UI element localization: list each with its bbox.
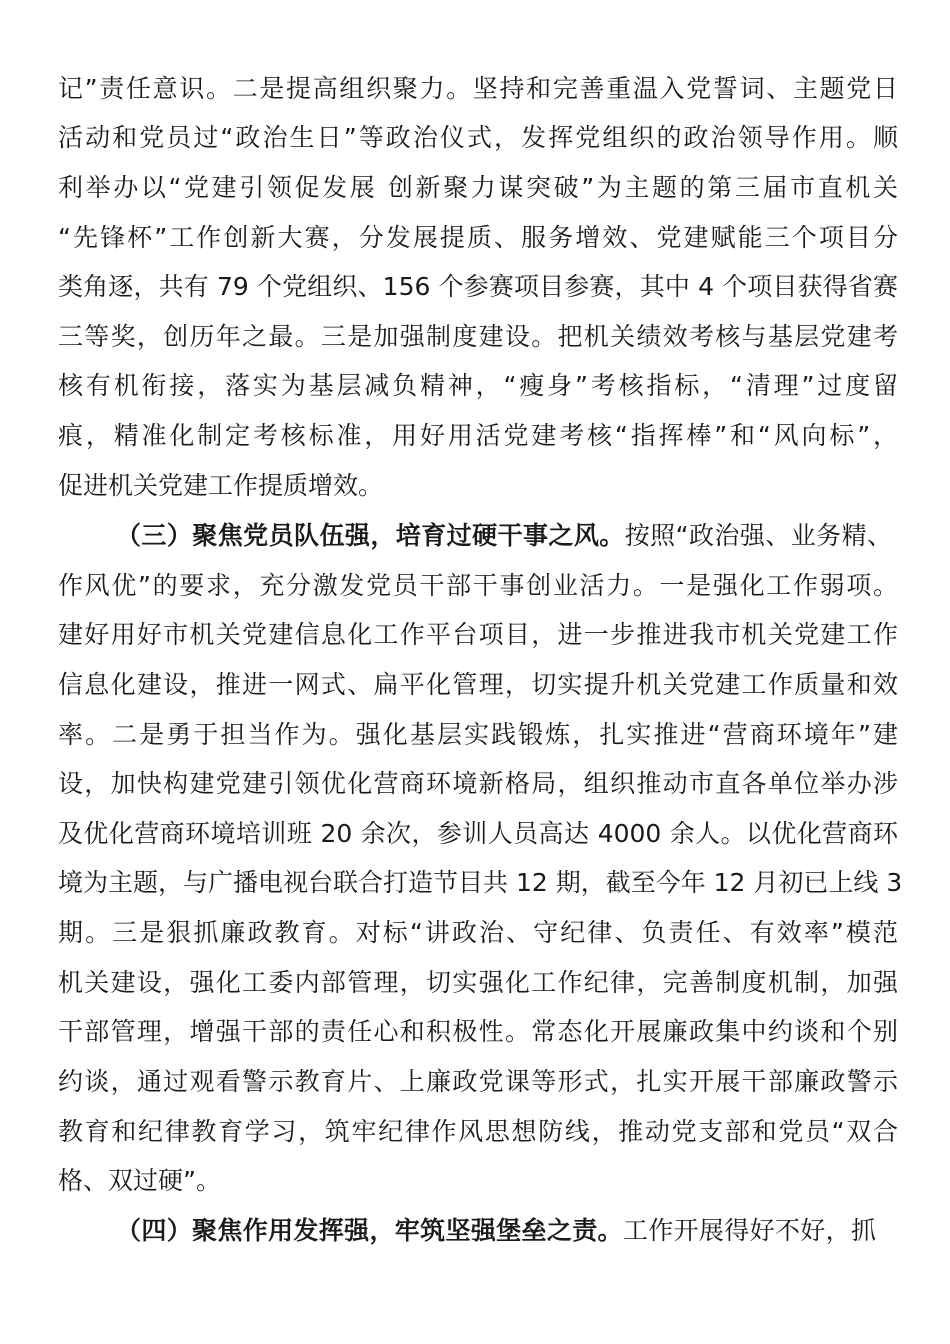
text-line: 教育和纪律教育学习，筑牢纪律作风思想防线，推动党支部和党员“双合	[58, 1117, 898, 1146]
text-line: 及优化营商环境培训班 20 余次，参训人员高达 4000 余人。以优化营商环	[58, 819, 898, 848]
text-line: 活动和党员过“政治生日”等政治仪式，发挥党组织的政治领导作用。顺	[58, 123, 898, 152]
text-line: 设，加快构建党建引领优化营商环境新格局，组织推动市直各单位举办涉	[58, 769, 898, 798]
section-heading-line	[116, 511, 892, 561]
text-line: 利举办以“党建引领促发展 创新聚力谋突破”为主题的第三届市直机关	[58, 173, 898, 202]
text-line: 信息化建设，推进一网式、扁平化管理，切实提升机关党建工作质量和效	[58, 670, 898, 699]
text-line: 痕，精准化制定考核标准，用好用活党建考核“指挥棒”和“风向标”，	[58, 421, 898, 450]
text-line: 机关建设，强化工委内部管理，切实强化工作纪律，完善制度机制，加强	[58, 968, 898, 997]
text-line: 三等奖，创历年之最。三是加强制度建设。把机关绩效考核与基层党建考	[58, 322, 898, 351]
text-line: 约谈，通过观看警示教育片、上廉政党课等形式，扎实开展干部廉政警示	[58, 1067, 898, 1096]
text-line: 干部管理，增强干部的责任心和积极性。常态化开展廉政集中约谈和个别	[58, 1017, 898, 1046]
text-line: 作风优”的要求，充分激发党员干部干事创业活力。一是强化工作弱项。	[58, 571, 898, 600]
text-line: 格、双过硬”。	[58, 1166, 221, 1195]
text-line: 核有机衔接，落实为基层减负精神，“瘦身”考核指标，“清理”过度留	[58, 371, 898, 400]
text-span: 按照“政治强、业务精、	[624, 521, 892, 550]
text-line: 建好用好市机关党建信息化工作平台项目，进一步推进我市机关党建工作	[58, 620, 898, 649]
text-line: 期。三是狠抓廉政教育。对标“讲政治、守纪律、负责任、有效率”模范	[58, 918, 898, 947]
text-line: 境为主题，与广播电视台联合打造节目共 12 期，截至今年 12 月初已上线 3	[58, 868, 903, 897]
section-heading-3: （三）聚焦党员队伍强，培育过硬干事之风。	[116, 521, 625, 550]
text-line: 类角逐，共有 79 个党组织、156 个参赛项目参赛，其中 4 个项目获得省赛	[58, 272, 898, 301]
text-line: 促进机关党建工作提质增效。	[58, 471, 384, 500]
section-heading-4: （四）聚焦作用发挥强，牢筑坚强堡垒之责。	[116, 1216, 623, 1245]
text-line: 记”责任意识。二是提高组织聚力。坚持和完善重温入党誓词、主题党日	[58, 74, 898, 103]
text-line: “先锋杯”工作创新大赛，分发展提质、服务增效、党建赋能三个项目分	[58, 223, 898, 252]
text-span: 工作开展得好不好，抓	[622, 1216, 876, 1245]
text-line: 率。二是勇于担当作为。强化基层实践锻炼，扎实推进“营商环境年”建	[58, 720, 898, 749]
section-heading-line	[116, 1206, 876, 1256]
